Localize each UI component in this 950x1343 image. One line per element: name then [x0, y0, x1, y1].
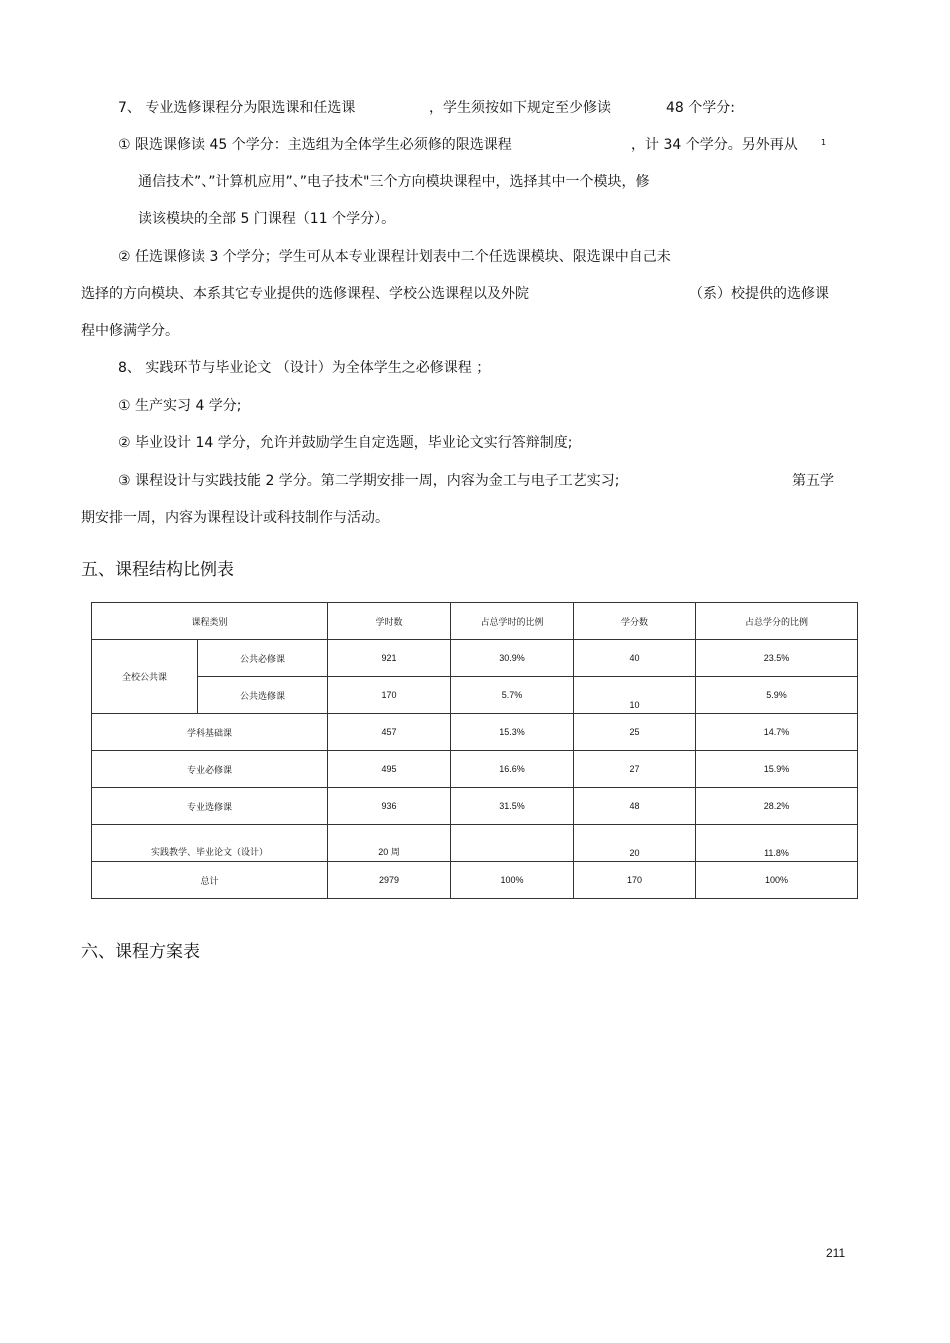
item2-text-a: 选择的方向模块、本系其它专业提供的选修课程、学校公选课程以及外院	[81, 286, 529, 302]
row-hours-pct: 31.5%	[451, 788, 574, 825]
para7-text-c: 48 个学分:	[666, 100, 735, 116]
row-category: 学科基础课	[92, 714, 328, 751]
row-hours-pct: 100%	[451, 862, 574, 899]
item1-line2: 通信技术”、”计算机应用”、”电子技术"三个方向模块课程中，选择其中一个模块，修	[138, 174, 650, 190]
row-credits: 170	[574, 862, 696, 899]
item2-line3: 程中修满学分。	[81, 323, 179, 339]
header-hours: 学时数	[328, 603, 451, 640]
para7-text-b: ，学生须按如下规定至少修读	[429, 100, 611, 116]
row-category: 专业必修课	[92, 751, 328, 788]
row-hours-pct: 15.3%	[451, 714, 574, 751]
page-number: 211	[826, 1246, 846, 1260]
row-credits: 27	[574, 751, 696, 788]
row-category: 总计	[92, 862, 328, 899]
header-hours-pct: 占总学时的比例	[451, 603, 574, 640]
item1-line3: 读该模块的全部 5 门课程（11 个学分）。	[138, 211, 396, 227]
row-credits-pct: 15.9%	[696, 751, 858, 788]
section6-heading: 六、课程方案表	[81, 942, 200, 962]
row-credits: 20	[574, 825, 696, 862]
footnote-marker: 1	[821, 138, 827, 147]
row-credits-pct: 5.9%	[696, 677, 858, 714]
header-credits-pct: 占总学分的比例	[696, 603, 858, 640]
p8-item3-text-a: ③ 课程设计与实践技能 2 学分。第二学期安排一周，内容为金工与电子工艺实习;	[118, 473, 620, 489]
row-credits-pct: 14.7%	[696, 714, 858, 751]
header-category: 课程类别	[92, 603, 328, 640]
row-credits-pct: 28.2%	[696, 788, 858, 825]
para8-line: 8、 实践环节与毕业论文 （设计）为全体学生之必修课程 ；	[118, 360, 491, 376]
row-hours: 170	[328, 677, 451, 714]
table-row	[92, 677, 858, 714]
row-credits-pct: 11.8%	[696, 825, 858, 862]
row-credits: 25	[574, 714, 696, 751]
table-total-row	[92, 862, 858, 899]
row-hours-pct: 30.9%	[451, 640, 574, 677]
item1-text-b: ，计 34 个学分。另外再从	[631, 137, 798, 153]
section5-heading: 五、课程结构比例表	[81, 560, 234, 580]
table-row	[92, 640, 858, 677]
p8-item3-line2: 期安排一周，内容为课程设计或科技制作与活动。	[81, 510, 389, 526]
table-row	[92, 825, 858, 862]
row-credits: 10	[574, 677, 696, 714]
p8-item2: ② 毕业设计 14 学分，允许并鼓励学生自定选题，毕业论文实行答辩制度;	[118, 435, 573, 451]
row-hours-pct: 16.6%	[451, 751, 574, 788]
row-subcategory: 公共必修课	[198, 640, 328, 677]
row-category: 实践教学、毕业论文（设计）	[92, 825, 328, 862]
row-hours: 20 周	[328, 825, 451, 862]
row-hours: 2979	[328, 862, 451, 899]
row-credits: 48	[574, 788, 696, 825]
row-credits-pct: 23.5%	[696, 640, 858, 677]
row-category: 专业选修课	[92, 788, 328, 825]
p8-item1: ① 生产实习 4 学分;	[118, 398, 242, 414]
p8-item3-text-b: 第五学	[792, 473, 834, 489]
header-credits: 学分数	[574, 603, 696, 640]
group-label: 全校公共课	[92, 640, 198, 714]
row-subcategory: 公共选修课	[198, 677, 328, 714]
item2-text-b: （系）校提供的选修课	[689, 286, 829, 302]
row-hours-pct: 5.7%	[451, 677, 574, 714]
row-hours-pct	[451, 825, 574, 862]
row-hours: 457	[328, 714, 451, 751]
table-row	[92, 751, 858, 788]
table-row	[92, 714, 858, 751]
item2-line1: ② 任选课修读 3 个学分；学生可从本专业课程计划表中二个任选课模块、限选课中自己未	[118, 249, 671, 265]
table-header-row	[92, 603, 858, 640]
table-row	[92, 788, 858, 825]
row-hours: 495	[328, 751, 451, 788]
row-credits: 40	[574, 640, 696, 677]
course-structure-table	[91, 602, 858, 899]
row-hours: 921	[328, 640, 451, 677]
row-hours: 936	[328, 788, 451, 825]
para7-text-a: 7、 专业选修课程分为限选课和任选课	[118, 100, 356, 116]
row-credits-pct: 100%	[696, 862, 858, 899]
item1-text-a: ① 限选课修读 45 个学分：主选组为全体学生必须修的限选课程	[118, 137, 512, 153]
